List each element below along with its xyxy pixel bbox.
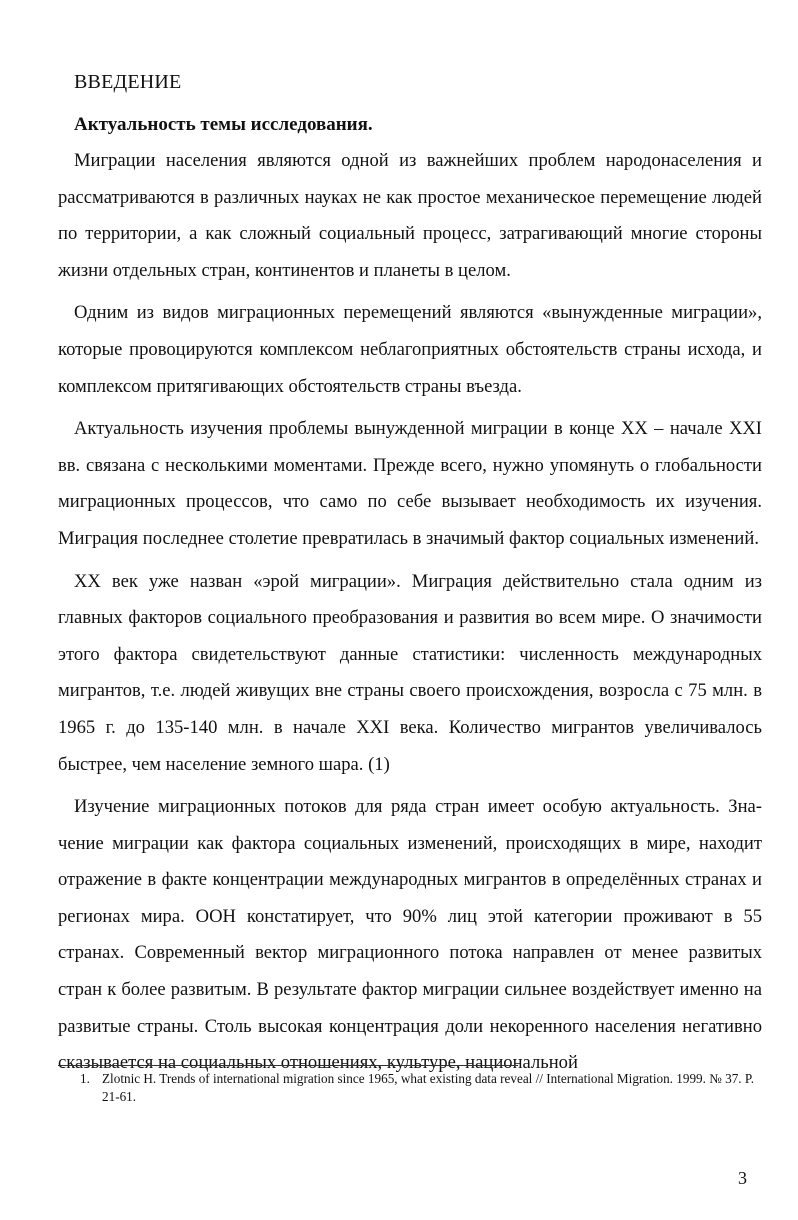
paragraph: Изучение миграционных потоков для ряда стран имеет особую актуальность. Значение миграции как фактора социальных изменений, происходящих в мире, находит отражение в факте концентрации международных мигрантов в определённых странах и регионах мира. ООН констатирует, что 90% лиц этой категории проживают в 55 странах. Современный вектор миграционного потока направлен от менее развитых стран к более развитым. В результате фактор миграции сильнее воздействует именно на развитые страны. Столь высокая концентрация доли некоренного населения негативно сказывается на социальных отношениях, культуре, национальной xyxy=(58,796,762,1074)
subsection-title: Актуальность темы исследования. xyxy=(74,114,373,135)
footnote-number: 1. xyxy=(80,1071,90,1086)
footnote-text: Zlotnic H. Trends of international migration since 1965, what existing data reveal // International Migration. 1999. № 37. P. 21-61. xyxy=(102,1071,755,1104)
paragraph: Актуальность изучения проблемы вынужденной миграции в конце XX – начале XXI вв. связана с несколькими моментами. Прежде всего, нужно упомянуть о глобальности миграционных процессов, что само по себе вызывает необходимость их изучения. Миграция последнее столетие превратилась в значимый фактор социальных изменений. xyxy=(58,418,762,549)
section-title: ВВЕДЕНИЕ xyxy=(74,71,182,93)
page-number: 3 xyxy=(738,1168,747,1188)
paragraph: Миграции населения являются одной из важнейших проблем народонаселения и рассматриваются в различных науках не как простое механическое перемещение людей по территории, а как сложный социальный процесс, затрагивающий многие стороны жизни отдельных стран, континентов и планеты в целом. xyxy=(58,150,762,281)
paragraph: XX век уже назван «эрой миграции». Миграция действительно стала одним из главных факторов социального преобразования и развития во всем мире. О значимости этого фактора свидетельствуют данные статистики: численность международных мигрантов, т.е. людей живущих вне страны своего происхождения, возросла с 75 млн. в 1965 г. до 135-140 млн. в начале XXI века. Количество мигрантов увеличивалось быстрее, чем население земного шара. (1) xyxy=(58,570,762,775)
footnote xyxy=(80,1070,770,1106)
body-text xyxy=(58,143,762,1082)
paragraph: Одним из видов миграционных перемещений являются «вынужденные миграции», которые провоцируются комплексом неблагоприятных обстоятельств страны исхода, и комплексом притягивающих обстоятельств страны въезда. xyxy=(58,302,762,397)
footnote-divider xyxy=(58,1065,518,1066)
